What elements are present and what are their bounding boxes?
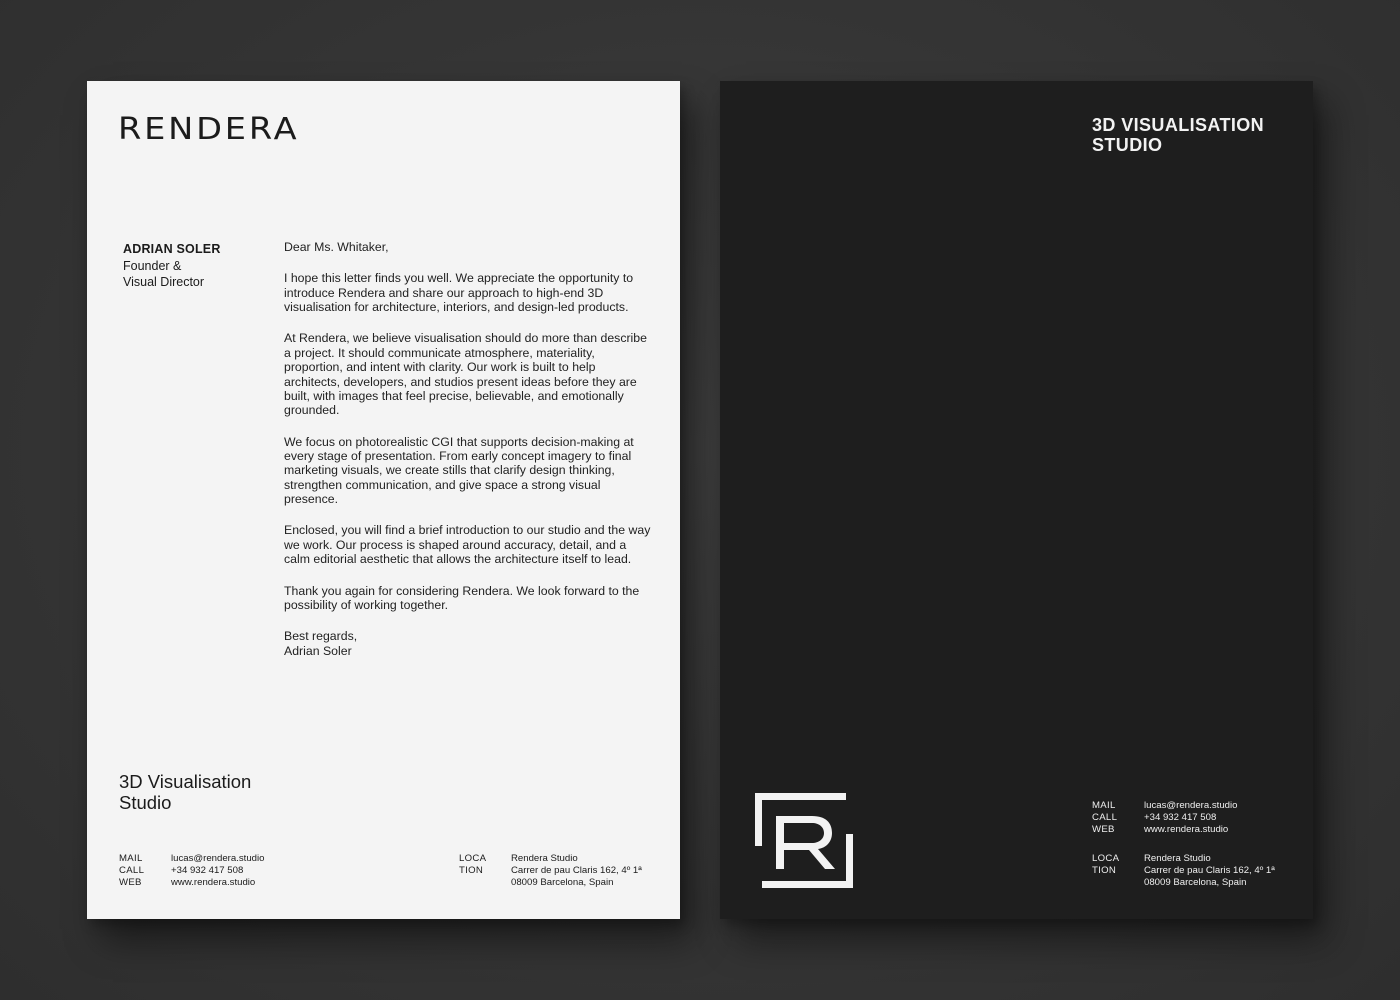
call-label: CALL [1092, 812, 1118, 824]
contact-row-call [119, 865, 264, 877]
tagline-line-1: 3D Visualisation [119, 771, 252, 792]
contact-row-web [1092, 824, 1237, 836]
location-row-1 [1092, 853, 1275, 865]
sender-role-line-1: Founder & [123, 258, 182, 273]
contact-details [119, 853, 264, 890]
location-label-2: TION [1092, 865, 1117, 877]
location-row-3 [1092, 877, 1275, 889]
phone-number: +34 932 417 508 [1144, 812, 1217, 824]
location-line: 08009 Barcelona, Spain [1144, 877, 1247, 889]
mail-address: lucas@rendera.studio [1144, 800, 1238, 811]
studio-tagline [119, 772, 319, 813]
letterhead-front [87, 81, 680, 919]
sender-block [123, 241, 221, 291]
website: www.rendera.studio [171, 877, 256, 889]
letter-signature: Adrian Soler [284, 643, 352, 658]
location-line: 08009 Barcelona, Spain [511, 877, 614, 889]
letter-paragraph: At Rendera, we believe visualisation should do more than describe a project. It should communicate atmosphere, materiality, proportion, and intent with clarity. Our work is built to help architects, developers, and studios present ideas before they are built, with images that feel precise, believable, and emotionally grounded. [284, 331, 647, 418]
location-label-1: LOCA [1092, 853, 1120, 864]
location-row-1 [459, 853, 642, 865]
location-line: Carrer de pau Claris 162, 4º 1ª [1144, 865, 1275, 877]
studio-tagline-dark [1092, 115, 1302, 155]
phone-number: +34 932 417 508 [171, 865, 244, 877]
letter-body [284, 240, 654, 658]
letter-paragraph: Enclosed, you will find a brief introduction to our studio and the way we work. Our process is shaped around accuracy, detail, and a calm editorial aesthetic that allows the architecture itself to lead. [284, 523, 651, 567]
tagline-line-2: Studio [119, 791, 172, 813]
location-label-1: LOCA [459, 853, 487, 864]
location-row-2 [1092, 865, 1275, 877]
mail-address: lucas@rendera.studio [171, 853, 265, 864]
location-label-2: TION [459, 865, 484, 877]
contact-row-call [1092, 812, 1237, 824]
contact-details-dark [1092, 800, 1237, 837]
web-label: WEB [1092, 824, 1115, 836]
tagline-line-1: 3D VISUALISATION [1092, 115, 1265, 135]
sender-name: ADRIAN SOLER [123, 242, 221, 256]
mail-label: MAIL [119, 853, 143, 864]
rendera-monogram-icon [752, 790, 856, 891]
contact-row-mail [1092, 800, 1237, 812]
location-line: Rendera Studio [1144, 853, 1211, 864]
web-label: WEB [119, 877, 142, 889]
location-row-2 [459, 865, 642, 877]
letter-paragraph: I hope this letter finds you well. We appreciate the opportunity to introduce Rendera and share our approach to high-end 3D visualisation for architecture, interiors, and design-led products. [284, 271, 634, 315]
letter-paragraph: Thank you again for considering Rendera. We look forward to the possibility of working together. [284, 583, 640, 612]
location-details-dark [1092, 853, 1275, 890]
tagline-line-2: STUDIO [1092, 135, 1163, 155]
location-line: Rendera Studio [511, 853, 578, 864]
contact-row-mail [119, 853, 264, 865]
website: www.rendera.studio [1144, 824, 1229, 836]
mail-label: MAIL [1092, 800, 1116, 811]
location-line: Carrer de pau Claris 162, 4º 1ª [511, 865, 642, 877]
location-row-3 [459, 877, 642, 889]
rendera-logo: RENDERA [118, 112, 300, 147]
letter-salutation: Dear Ms. Whitaker, [284, 240, 389, 254]
call-label: CALL [119, 865, 145, 877]
contact-row-web [119, 877, 264, 889]
letter-closing: Best regards, [284, 629, 358, 644]
location-details [459, 853, 642, 890]
sender-role-line-2: Visual Director [123, 275, 205, 289]
letter-paragraph: We focus on photorealistic CGI that supports decision-making at every stage of presentation. From early concept imagery to final marketing visuals, we create stills that clarify design thinking, strengthen communication, and give space a strong visual presence. [284, 434, 634, 507]
letterhead-back [720, 81, 1313, 919]
